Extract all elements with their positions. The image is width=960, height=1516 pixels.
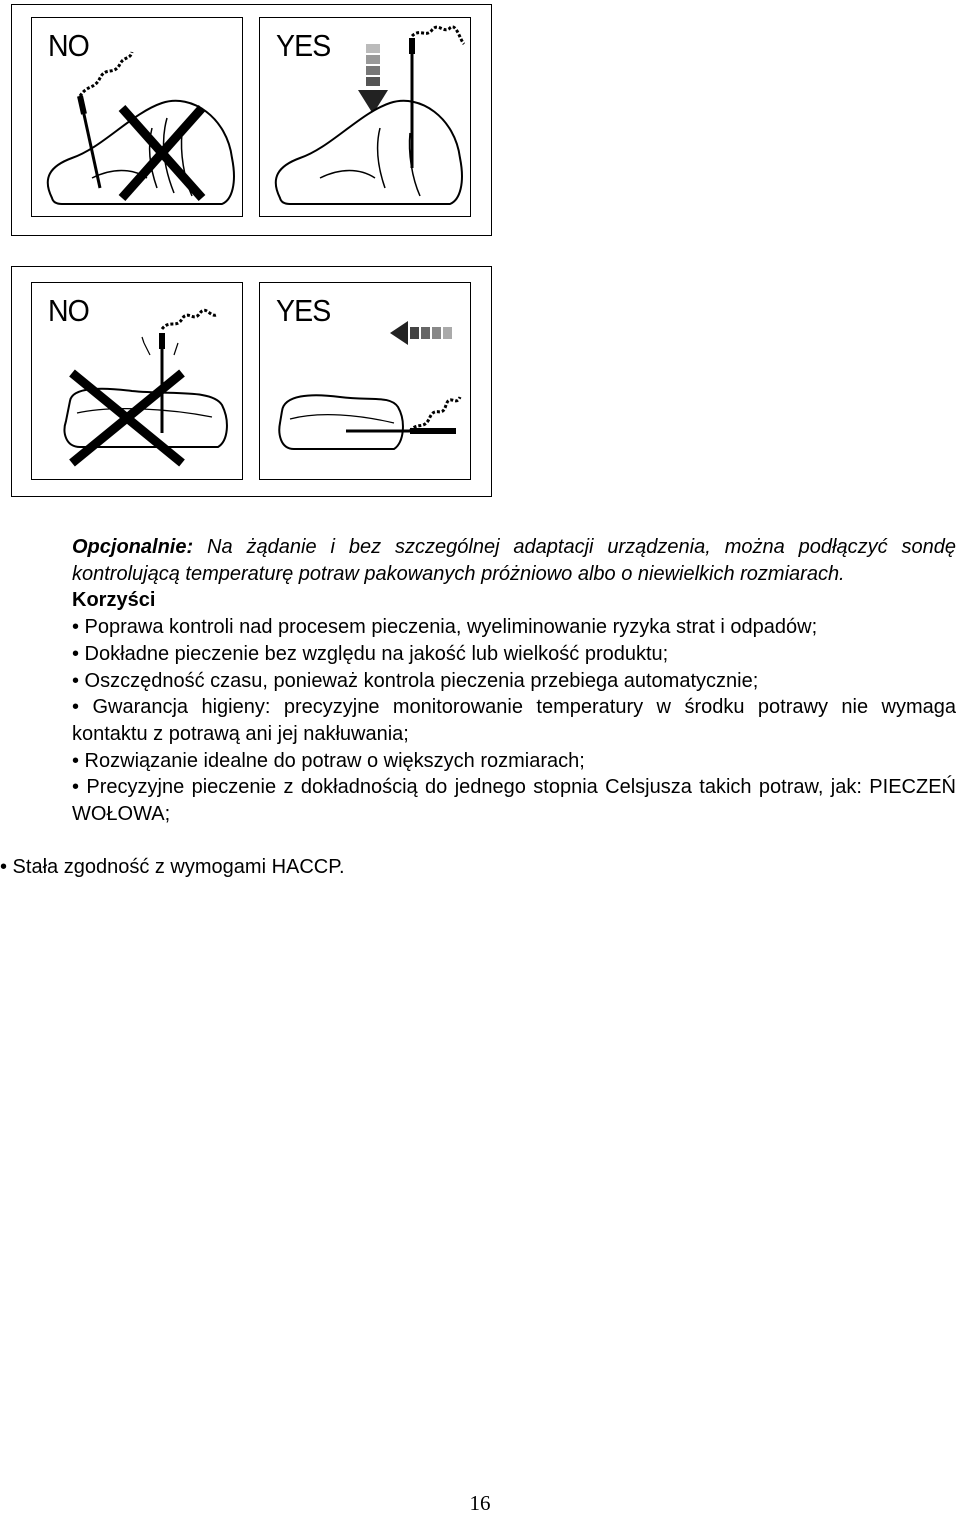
yes-label: YES bbox=[276, 293, 331, 328]
no-label: NO bbox=[48, 293, 89, 328]
benefits-heading: Korzyści bbox=[72, 589, 156, 612]
benefit-item-last: • Stała zgodność z wymogami HACCP. bbox=[0, 856, 345, 878]
figure-probe-insertion-large-roast bbox=[11, 4, 492, 236]
benefit-item: • Poprawa kontroli nad procesem pieczenia, wyeliminowanie ryzyka strat i odpadów; bbox=[72, 616, 818, 639]
benefit-item: • Gwarancja higieny: precyzyjne monitorowanie temperatury w środku potrawy nie wymaga kontaktu z potrawą ani jej nakłuwania; bbox=[72, 696, 956, 745]
optional-paragraph bbox=[72, 534, 956, 587]
panel-no-2 bbox=[31, 282, 243, 480]
panel-yes-1 bbox=[259, 17, 471, 217]
optional-label: Opcjonalnie: bbox=[72, 536, 194, 558]
optional-text: Na żądanie i bez szczególnej adaptacji urządzenia, można podłączyć sondę kontrolującą temperaturę potraw pakowanych próżniowo albo o niewielkich rozmiarach. bbox=[72, 536, 956, 585]
benefit-item: • Precyzyjne pieczenie z dokładnością do jednego stopnia Celsjusza takich potraw, jak: PIECZEŃ WOŁOWA; bbox=[72, 776, 956, 826]
yes-label: YES bbox=[276, 28, 331, 63]
no-label: NO bbox=[48, 28, 89, 63]
panel-yes-2 bbox=[259, 282, 471, 480]
figure-probe-insertion-flat-item bbox=[11, 266, 492, 497]
panel-no-1 bbox=[31, 17, 243, 217]
benefit-item: • Dokładne pieczenie bez względu na jakość lub wielkość produktu; bbox=[72, 642, 669, 665]
benefit-item: • Rozwiązanie idealne do potraw o większych rozmiarach; bbox=[72, 749, 585, 772]
arrow-left-icon bbox=[390, 321, 408, 345]
description-text bbox=[72, 534, 956, 828]
page-number: 16 bbox=[469, 1491, 491, 1515]
benefit-item: • Oszczędność czasu, ponieważ kontrola pieczenia przebiega automatycznie; bbox=[72, 669, 759, 692]
